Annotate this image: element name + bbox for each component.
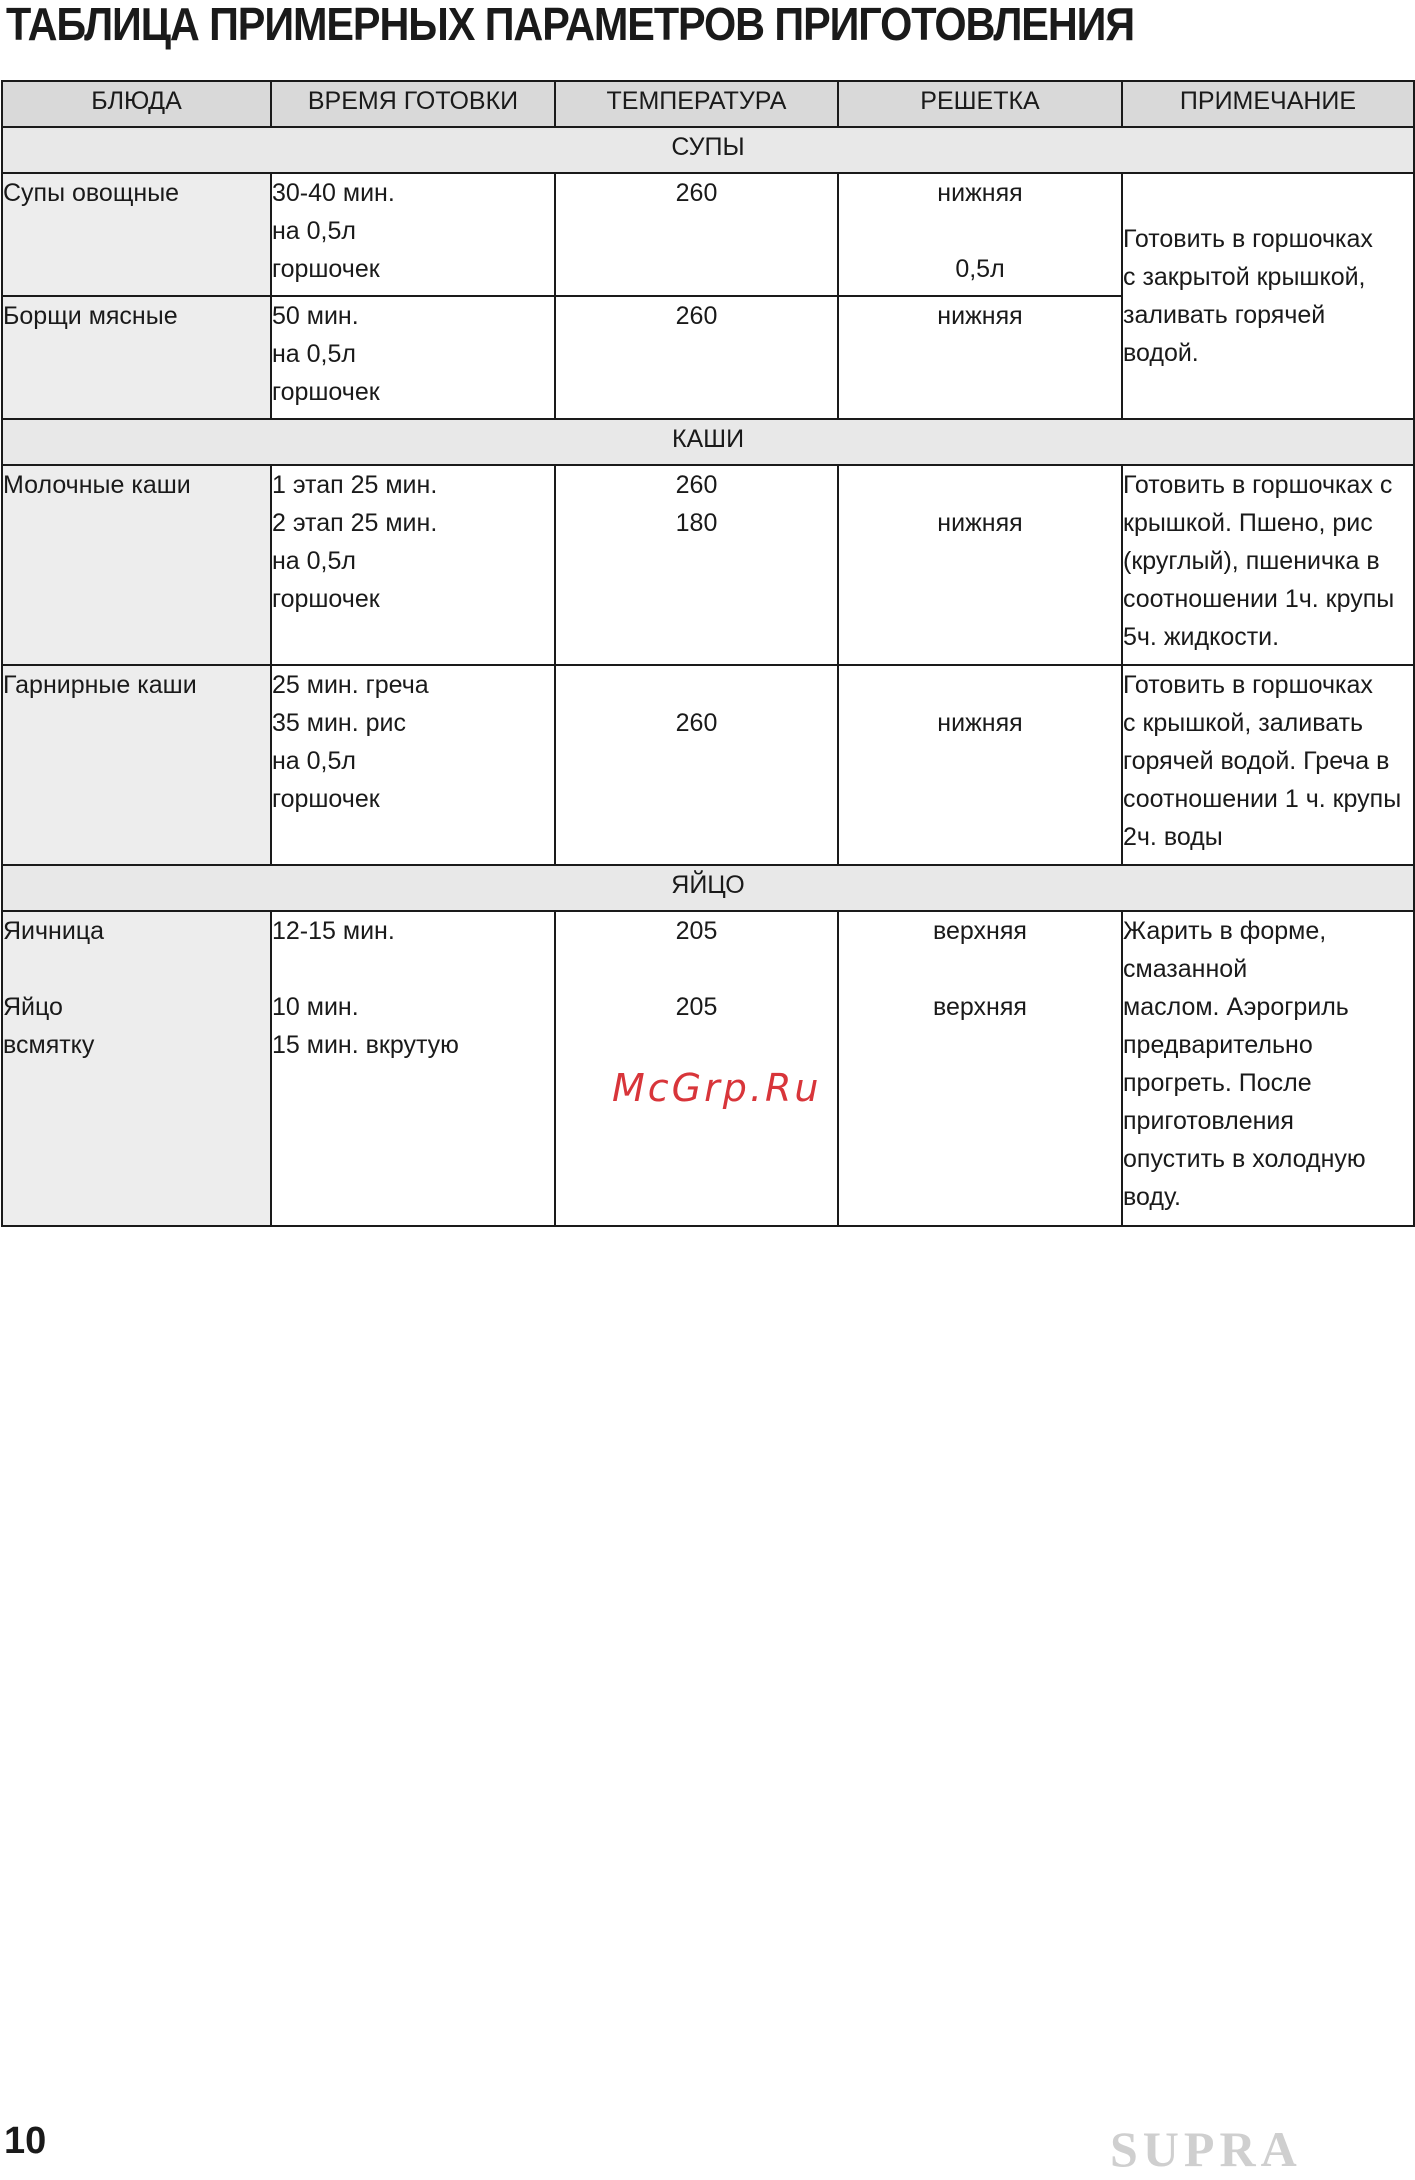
note-line: маслом. Аэрогриль <box>1123 993 1349 1021</box>
temperature-cell <box>555 465 838 665</box>
note-cell <box>1122 665 1414 865</box>
section-row-porridge <box>2 419 1414 465</box>
time-line: горшочек <box>272 585 380 613</box>
note-line: с крышкой, заливать <box>1123 709 1364 737</box>
note-line: Жарить в форме, <box>1123 917 1327 945</box>
dish-name: Супы овощные <box>3 179 180 207</box>
time-line: 50 мин. <box>272 302 359 330</box>
time-line: горшочек <box>272 255 380 283</box>
section-row-egg <box>2 865 1414 911</box>
temperature-value: 205 <box>675 993 718 1021</box>
temperature-value: 260 <box>675 709 718 737</box>
rack-cell <box>838 296 1122 419</box>
time-cell <box>271 911 555 1226</box>
section-title: ЯЙЦО <box>2 865 1414 911</box>
watermark: McGrp.Ru <box>612 1066 822 1110</box>
table-row <box>2 173 1414 296</box>
rack-value: верхняя <box>933 993 1027 1021</box>
temperature-value: 205 <box>675 917 718 945</box>
time-line: 12-15 мин. <box>272 917 395 945</box>
header-temperature: ТЕМПЕРАТУРА <box>555 81 838 127</box>
table-row <box>2 465 1414 665</box>
rack-value: 0,5л <box>955 255 1005 283</box>
rack-cell <box>838 911 1122 1226</box>
dish-name: Молочные каши <box>3 471 191 499</box>
section-row-soups <box>2 127 1414 173</box>
dish-name: Гарнирные каши <box>3 671 197 699</box>
note-line: водой. <box>1123 339 1199 367</box>
temperature-cell <box>555 665 838 865</box>
dish-cell <box>2 296 271 419</box>
time-line: горшочек <box>272 378 380 406</box>
temperature-cell <box>555 173 838 296</box>
spacer <box>839 212 1121 250</box>
note-line: 2ч. воды <box>1123 823 1223 851</box>
rack-value: нижняя <box>937 709 1023 737</box>
note-line: предварительно <box>1123 1031 1313 1059</box>
note-line: 5ч. жидкости. <box>1123 623 1280 651</box>
spacer <box>556 950 837 988</box>
note-line: приготовления <box>1123 1107 1294 1135</box>
rack-cell <box>838 173 1122 296</box>
temperature-cell <box>555 296 838 419</box>
time-line: на 0,5л <box>272 747 356 775</box>
rack-value: верхняя <box>933 917 1027 945</box>
time-line: 10 мин. <box>272 993 359 1021</box>
section-title: СУПЫ <box>2 127 1414 173</box>
time-cell <box>271 173 555 296</box>
note-line: горячей водой. Греча в <box>1123 747 1390 775</box>
spacer <box>839 950 1121 988</box>
spacer <box>556 666 837 704</box>
temperature-value: 260 <box>675 471 718 499</box>
time-line: 30-40 мин. <box>272 179 395 207</box>
time-line: 35 мин. рис <box>272 709 406 737</box>
rack-value: нижняя <box>937 179 1023 207</box>
spacer <box>839 666 1121 704</box>
header-cooking-time: ВРЕМЯ ГОТОВКИ <box>271 81 555 127</box>
temperature-value: 260 <box>675 179 718 207</box>
note-line: Готовить в горшочках с <box>1123 471 1393 499</box>
time-line: 1 этап 25 мин. <box>272 471 438 499</box>
rack-cell <box>838 465 1122 665</box>
note-cell <box>1122 911 1414 1226</box>
note-line: с закрытой крышкой, <box>1123 263 1366 291</box>
page-title: ТАБЛИЦА ПРИМЕРНЫХ ПАРАМЕТРОВ ПРИГОТОВЛЕНИЯ <box>6 0 1135 50</box>
section-title: КАШИ <box>2 419 1414 465</box>
rack-value: нижняя <box>937 509 1023 537</box>
note-line: соотношении 1 ч. крупы <box>1123 785 1402 813</box>
time-line: 15 мин. вкрутую <box>272 1031 459 1059</box>
header-rack: РЕШЕТКА <box>838 81 1122 127</box>
temperature-value: 180 <box>675 509 718 537</box>
note-line: Готовить в горшочках <box>1123 671 1373 699</box>
time-line: на 0,5л <box>272 340 356 368</box>
cooking-parameters-table <box>1 80 1415 1227</box>
time-cell <box>271 296 555 419</box>
note-cell <box>1122 173 1414 419</box>
dish-cell <box>2 911 271 1226</box>
note-cell <box>1122 465 1414 665</box>
time-line: 2 этап 25 мин. <box>272 509 438 537</box>
page-number: 10 <box>4 2120 47 2162</box>
note-line: Готовить в горшочках <box>1123 225 1373 253</box>
dish-name: Борщи мясные <box>3 302 178 330</box>
header-note: ПРИМЕЧАНИЕ <box>1122 81 1414 127</box>
rack-value: нижняя <box>937 302 1023 330</box>
table-header-row <box>2 81 1414 127</box>
time-line: 25 мин. греча <box>272 671 429 699</box>
time-line: на 0,5л <box>272 547 356 575</box>
brand-logo: SUPRA <box>1110 2121 1302 2177</box>
note-line: (круглый), пшеничка в <box>1123 547 1380 575</box>
header-dishes: БЛЮДА <box>2 81 271 127</box>
rack-cell <box>838 665 1122 865</box>
dish-name: всмятку <box>3 1031 95 1059</box>
dish-cell <box>2 173 271 296</box>
dish-name: Яичница <box>3 917 105 945</box>
spacer <box>272 950 554 988</box>
note-line: заливать горячей <box>1123 301 1326 329</box>
time-cell <box>271 665 555 865</box>
note-line: прогреть. После <box>1123 1069 1312 1097</box>
note-line: крышкой. Пшено, рис <box>1123 509 1373 537</box>
table-row <box>2 665 1414 865</box>
time-line: горшочек <box>272 785 380 813</box>
note-line: воду. <box>1123 1183 1181 1211</box>
dish-cell <box>2 465 271 665</box>
dish-cell <box>2 665 271 865</box>
time-line: на 0,5л <box>272 217 356 245</box>
note-line: соотношении 1ч. крупы <box>1123 585 1395 613</box>
spacer <box>839 466 1121 504</box>
dish-name: Яйцо <box>3 993 63 1021</box>
temperature-value: 260 <box>675 302 718 330</box>
note-line: смазанной <box>1123 955 1248 983</box>
spacer <box>3 950 270 988</box>
time-cell <box>271 465 555 665</box>
note-line: опустить в холодную <box>1123 1145 1366 1173</box>
